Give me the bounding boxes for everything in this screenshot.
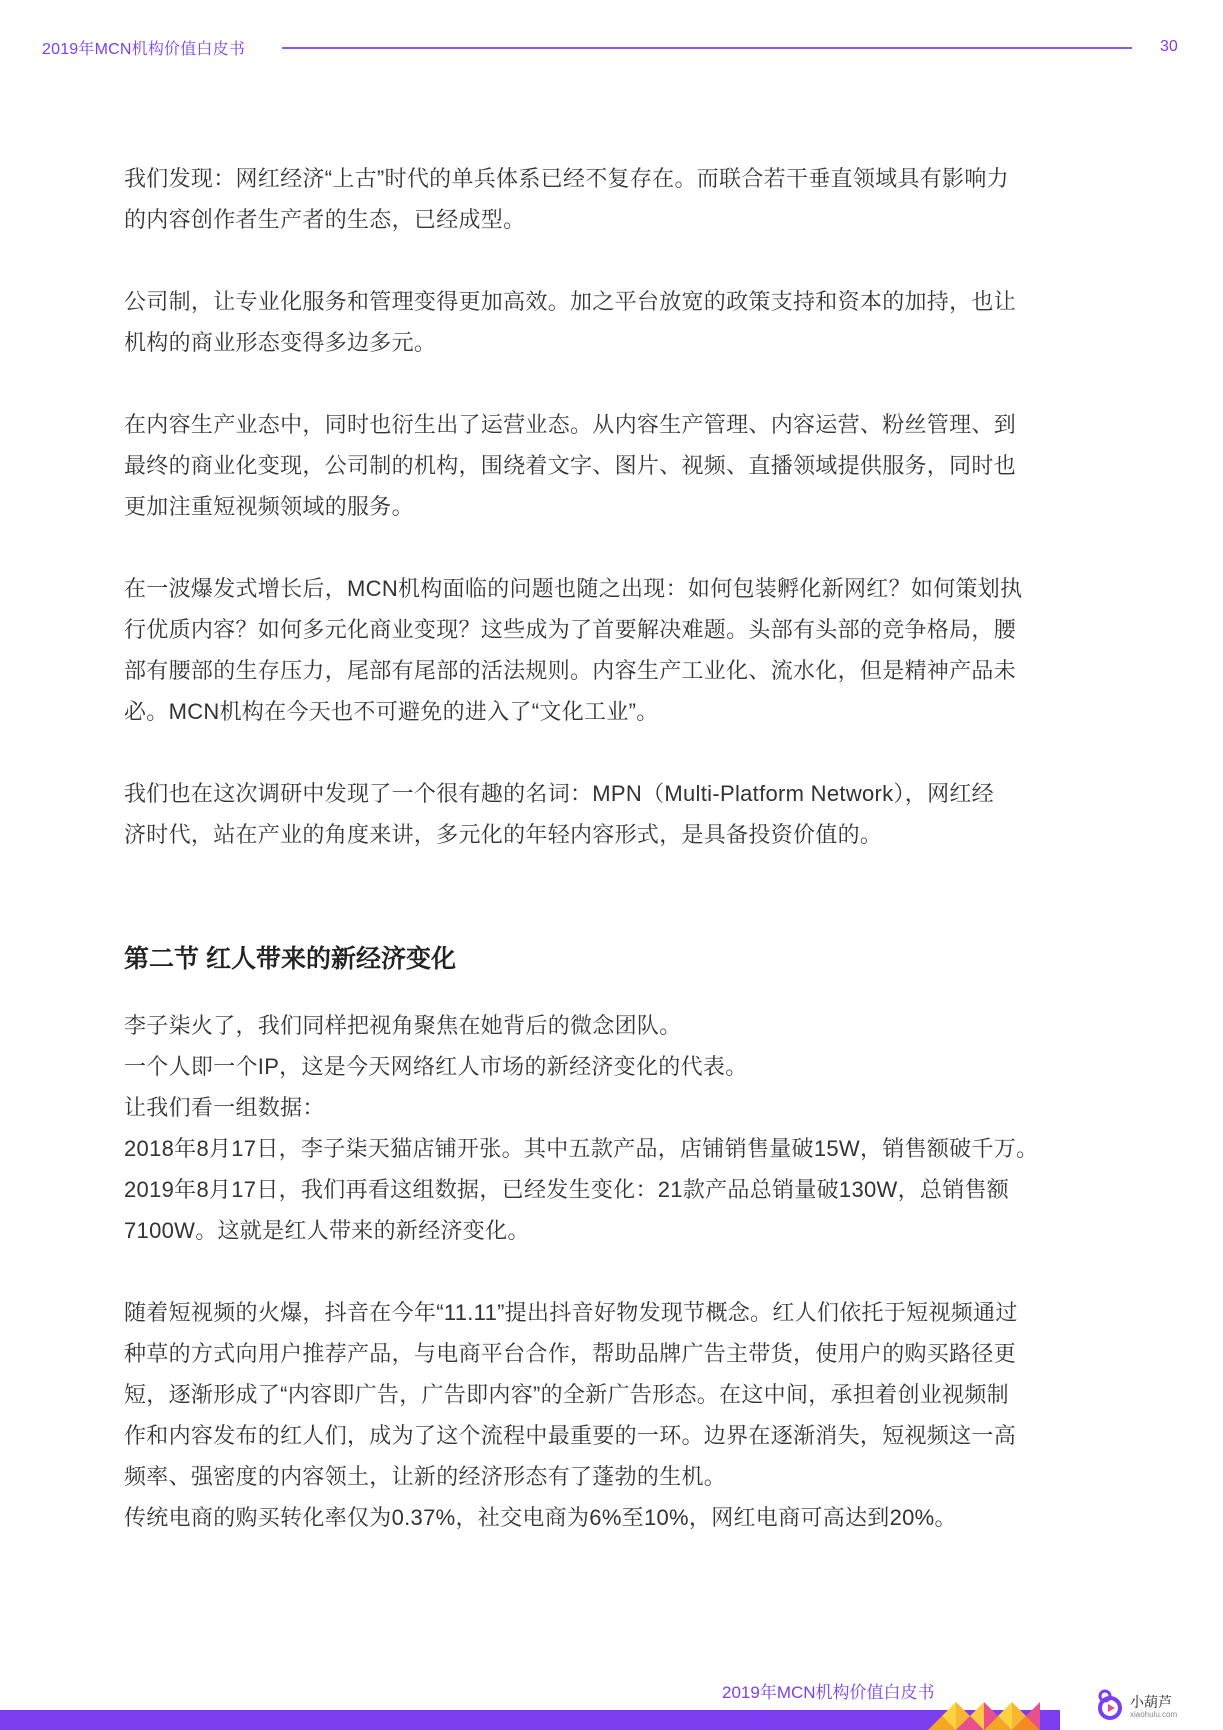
page-header (0, 0, 1223, 100)
text-line: 济时代，站在产业的角度来讲，多元化的年轻内容形式，是具备投资价值的。 (124, 822, 883, 847)
text-line: 让我们看一组数据： (124, 1095, 325, 1120)
text-line: 更加注重短视频领域的服务。 (124, 494, 414, 519)
text-line: 2018年8月17日，李子柒天猫店铺开张。其中五款产品，店铺销售量破15W，销售额破千万。 (124, 1136, 1039, 1161)
paragraph (124, 158, 1092, 240)
text-line: 在内容生产业态中，同时也衍生出了运营业态。从内容生产管理、内容运营、粉丝管理、到 (124, 412, 1017, 437)
paragraph (124, 1005, 1092, 1251)
text-line: 7100W。这就是红人带来的新经济变化。 (124, 1218, 530, 1243)
triangle-pattern-icon (928, 1692, 1040, 1730)
text-line: 一个人即一个IP，这是今天网络红人市场的新经济变化的代表。 (124, 1054, 748, 1079)
text-line: 最终的商业化变现，公司制的机构，围绕着文字、图片、视频、直播领域提供服务，同时也 (124, 453, 1017, 478)
paragraph (124, 281, 1092, 363)
logo-url: xiaohulu.com (1130, 1710, 1178, 1719)
text-line: 行优质内容？如何多元化商业变现？这些成为了首要解决难题。头部有头部的竞争格局，腰 (124, 617, 1017, 642)
header-rule (282, 47, 1132, 49)
logo-name: 小葫芦 (1130, 1694, 1172, 1710)
page-number: 30 (1160, 38, 1178, 55)
text-line: 2019年8月17日，我们再看这组数据，已经发生变化：21款产品总销量破130W，总销售额 (124, 1177, 1010, 1202)
text-line: 频率、强密度的内容领土，让新的经济形态有了蓬勃的生机。 (124, 1464, 727, 1489)
page-footer (0, 1660, 1223, 1730)
text-line: 种草的方式向用户推荐产品，与电商平台合作，帮助品牌广告主带货，使用户的购买路径更 (124, 1341, 1017, 1366)
text-line: 部有腰部的生存压力，尾部有尾部的活法规则。内容生产工业化、流水化，但是精神产品未 (124, 658, 1017, 683)
header-title: 2019年MCN机构价值白皮书 (42, 41, 246, 58)
text-line: 必。MCN机构在今天也不可避免的进入了“文化工业”。 (124, 699, 659, 724)
text-line: 我们也在这次调研中发现了一个很有趣的名词：MPN（Multi-Platform Network），网红经 (124, 781, 994, 806)
text-line: 机构的商业形态变得多边多元。 (124, 330, 437, 355)
paragraph (124, 404, 1092, 527)
paragraph (124, 773, 1092, 855)
text-line: 短，逐渐形成了“内容即广告，广告即内容”的全新广告形态。在这中间，承担着创业视频制 (124, 1382, 1009, 1407)
text-line: 我们发现：网红经济“上古”时代的单兵体系已经不复存在。而联合若干垂直领域具有影响力 (124, 166, 1009, 191)
text-line: 作和内容发布的红人们，成为了这个流程中最重要的一环。边界在逐渐消失，短视频这一高 (124, 1423, 1017, 1448)
footer-title: 2019年MCN机构价值白皮书 (722, 1683, 935, 1702)
paragraph (124, 1292, 1092, 1538)
text-line: 公司制，让专业化服务和管理变得更加高效。加之平台放宽的政策支持和资本的加持，也让 (124, 289, 1017, 314)
gourd-logo-icon (1094, 1688, 1126, 1720)
brand-logo (1094, 1688, 1214, 1728)
footer-band (0, 1710, 1060, 1730)
paragraph (124, 568, 1092, 732)
text-line: 的内容创作者生产者的生态，已经成型。 (124, 207, 526, 232)
text-line: 在一波爆发式增长后，MCN机构面临的问题也随之出现：如何包装孵化新网红？如何策划执 (124, 576, 1023, 601)
text-line: 随着短视频的火爆，抖音在今年“11.11”提出抖音好物发现节概念。红人们依托于短视频通过 (124, 1300, 1018, 1325)
text-line: 李子柒火了，我们同样把视角聚焦在她背后的微念团队。 (124, 1013, 682, 1038)
section-title: 第二节 红人带来的新经济变化 (124, 945, 456, 973)
text-line: 传统电商的购买转化率仅为0.37%，社交电商为6%至10%，网红电商可高达到20%。 (124, 1505, 957, 1530)
document-body (124, 158, 1092, 1538)
